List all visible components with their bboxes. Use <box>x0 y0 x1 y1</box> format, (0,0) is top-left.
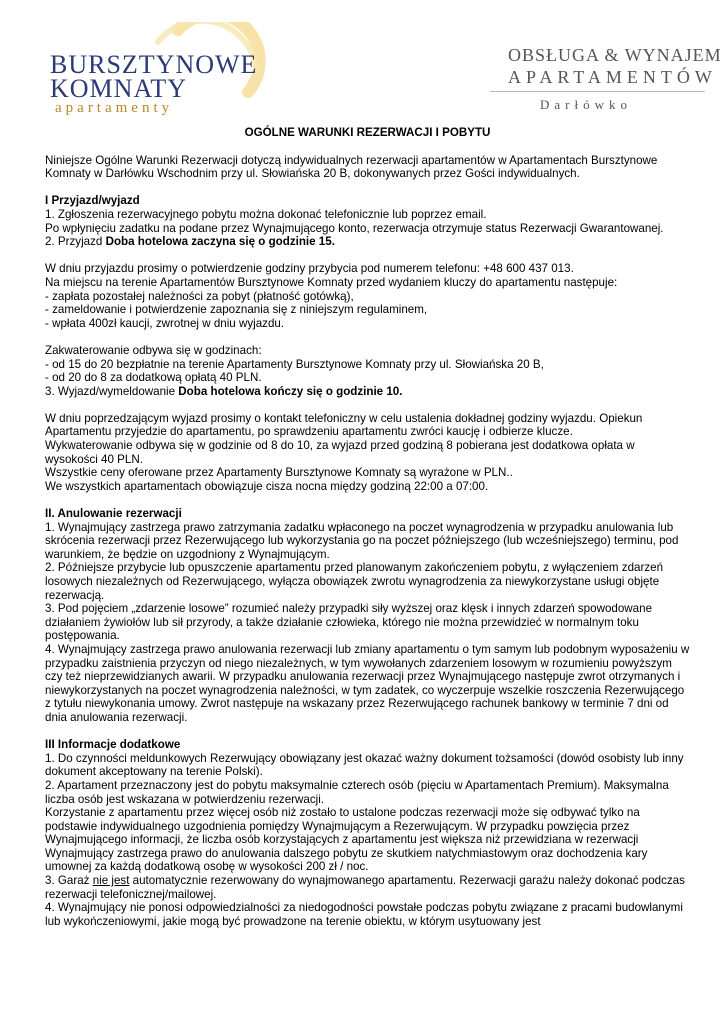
logo-divider <box>490 91 705 92</box>
paragraph: 1. Zgłoszenia rezerwacyjnego pobytu można dokonać telefonicznie lub poprzez email. <box>45 207 487 221</box>
paragraph: We wszystkich apartamentach obowiązuje cisza nocna między godziną 22:00 a 07:00. <box>45 479 489 493</box>
intro-paragraph: Niniejsze Ogólne Warunki Rezerwacji dotyczą indywidualnych rezerwacji apartamentów w Apartamentach Bursztynowe Komnaty w Darłówku Wschodnim przy ul. Słowiańska 20 B, dokonywanych przez Gości indywidualnych. <box>45 153 658 181</box>
paragraph <box>45 385 690 399</box>
paragraph: 2. Późniejsze przybycie lub opuszczenie apartamentu przed planowanym zakończeniem pobytu, z wyłączeniem zdarzeń losowych niezależnych od Rezerwującego, wyłącza obowiązek zwrotu wynagrodzenia za niewykorzystane usługi objęte rezerwacją. <box>45 561 664 602</box>
logo-right-line-3: Darłówko <box>540 97 632 112</box>
paragraph: 1. Wynajmujący zastrzega prawo zatrzymania zadatku wpłaconego na poczet wynagrodzenia w przypadku anulowania lub skrócenia rezerwacji przez Rezerwującego lub wykorzystania go na poczet późniejszego (lub wcześniejszego) terminu, pod warunkiem, że będzie on uzgodniony z Wynajmującym. <box>45 520 679 561</box>
paragraph <box>45 874 690 901</box>
text-run: 2. Przyjazd <box>45 235 106 249</box>
logo-right-line-1: OBSŁUGA & WYNAJEM <box>508 45 722 65</box>
page-header <box>0 0 725 125</box>
text-run: 3. Wyjazd/wymeldowanie <box>45 384 179 398</box>
bold-text-run: Doba hotelowa zaczyna się o godzinie 15. <box>105 235 335 249</box>
paragraph: 2. Apartament przeznaczony jest do pobytu maksymalnie czterech osób (pięciu w Apartamentach Premium). Maksymalna liczba osób jest wskazana w potwierdzeniu rezerwacji. <box>45 778 669 806</box>
document-title: OGÓLNE WARUNKI REZERWACJI I POBYTU <box>244 126 491 139</box>
paragraph: Na miejscu na terenie Apartamentów Bursztynowe Komnaty przed wydaniem kluczy do apartamentu następuje: <box>45 275 618 289</box>
paragraph: 4. Wynajmujący zastrzega prawo anulowania rezerwacji lub zmiany apartamentu o tym samym lub podobnym wyposażeniu w przypadku zaistnienia przyczyn od niego niezależnych, w tym wywołanych zdarzeniem losowym w rozumieniu powyższym czy też nieprzewidzianych awarii. W przypadku anulowania rezerwacji przez Wynajmującego następuje zwrot otrzymanych i niewykorzystanych na poczet wynagrodzenia należności, w tym zadatek, co wyczerpuje wszelkie roszczenia Rezerwującego z tytułu niewykonania umowy. Zwrot następuje na wskazany przez Rezerwującego rachunek bankowy w terminie 7 dni od dnia anulowania rezerwacji. <box>45 642 690 724</box>
logo-line-2: KOMNATY <box>50 74 187 103</box>
logo-right-line-2: APARTAMENTÓW <box>508 67 717 87</box>
paragraph: 3. Pod pojęciem „zdarzenie losowe” rozumieć należy przypadki siły wyższej oraz klęsk i innych zdarzeń spowodowane działaniem żywiołów lub sił przyrody, a także działanie człowieka, którego nie można przewidzieć w normalnym toku postępowania. <box>45 602 653 643</box>
paragraph: Wszystkie ceny oferowane przez Apartamenty Bursztynowe Komnaty są wyrażone w PLN.. <box>45 466 513 480</box>
section-3-heading: III Informacje dodatkowe <box>45 738 181 752</box>
list-item: - zameldowanie i potwierdzenie zapoznania się z niniejszym regulaminem, <box>45 303 428 317</box>
paragraph: W dniu przyjazdu prosimy o potwierdzenie godziny przybycia pod numerem telefonu: +48 600 437 013. <box>45 262 574 276</box>
text-run: 3. Garaż <box>45 874 93 888</box>
paragraph: 1. Do czynności meldunkowych Rezerwujący obowiązany jest okazać ważny dokument tożsamości (dowód osobisty lub inny dokument akceptowany na terenie Polski). <box>45 751 684 779</box>
paragraph: 4. Wynajmujący nie ponosi odpowiedzialności za niedogodności powstałe podczas pobytu związane z pracami budowlanymi lub wykończeniowymi, jakie mogą być prowadzone na terenie obiektu, w którym usytuowany jest <box>45 901 683 928</box>
section-1-heading: I Przyjazd/wyjazd <box>45 194 140 208</box>
paragraph: Zakwaterowanie odbywa się w godzinach: <box>45 343 262 357</box>
logo-bursztynowe-komnaty <box>40 22 270 122</box>
paragraph: Korzystanie z apartamentu przez więcej osób niż zostało to ustalone podczas rezerwacji może się odbywać tylko na podstawie indywidualnego uzgodnienia pomiędzy Wynajmującym a Rezerwującym. W przypadku powzięcia przez Wynajmującego informacji, że liczba osób korzystających z apartamentu jest większa niż przewidziana w rezerwacji Wynajmujący zastrzega prawo do anulowania dalszego pobytu ze skutkiem natychmiastowym oraz dochodzenia kary umownej za każdą dodatkową osobę w wysokości 200 zł / noc. <box>45 806 648 874</box>
section-2-heading: II. Anulowanie rezerwacji <box>45 507 182 521</box>
bold-text-run: Doba hotelowa kończy się o godzinie 10. <box>178 384 403 398</box>
list-item: - od 15 do 20 bezpłatnie na terenie Apartamenty Bursztynowe Komnaty przy ul. Słowiańska 20 B, <box>45 357 544 371</box>
paragraph: Po wpłynięciu zadatku na podane przez Wynajmującego konto, rezerwacja otrzymuje status Rezerwacji Gwarantowanej. <box>45 221 664 235</box>
underlined-text-run: nie jest <box>92 874 130 888</box>
paragraph <box>45 235 690 249</box>
list-item: - od 20 do 8 za dodatkową opłatą 40 PLN. <box>45 371 262 385</box>
logo-obsluga-wynajem <box>490 45 722 120</box>
paragraph: Wykwaterowanie odbywa się w godzinie od 8 do 10, za wyjazd przed godziną 8 pobierana jest dodatkowa opłata w wysokości 40 PLN. <box>45 439 635 466</box>
logo-line-3: apartamenty <box>55 100 174 116</box>
paragraph: W dniu poprzedzającym wyjazd prosimy o kontakt telefoniczny w celu ustalenia dokładnej godziny wyjazdu. Opiekun Apartamentu przyjedzie do apartamentu, po sprawdzeniu apartamentu zwróci kaucję i odbierze klucze. <box>45 411 643 439</box>
list-item: - wpłata 400zł kaucji, zwrotnej w dniu wyjazdu. <box>45 316 285 330</box>
document-body <box>45 126 690 928</box>
logo-line-1: BURSZTYNOWE <box>50 50 258 79</box>
list-item: - zapłata pozostałej należności za pobyt (płatność gotówką), <box>45 289 354 303</box>
text-run: automatycznie rezerwowany do wynajmowanego apartamentu. Rezerwacji garażu należy dokonać podczas rezerwacji telefonicznej/mailowej. <box>45 874 685 901</box>
